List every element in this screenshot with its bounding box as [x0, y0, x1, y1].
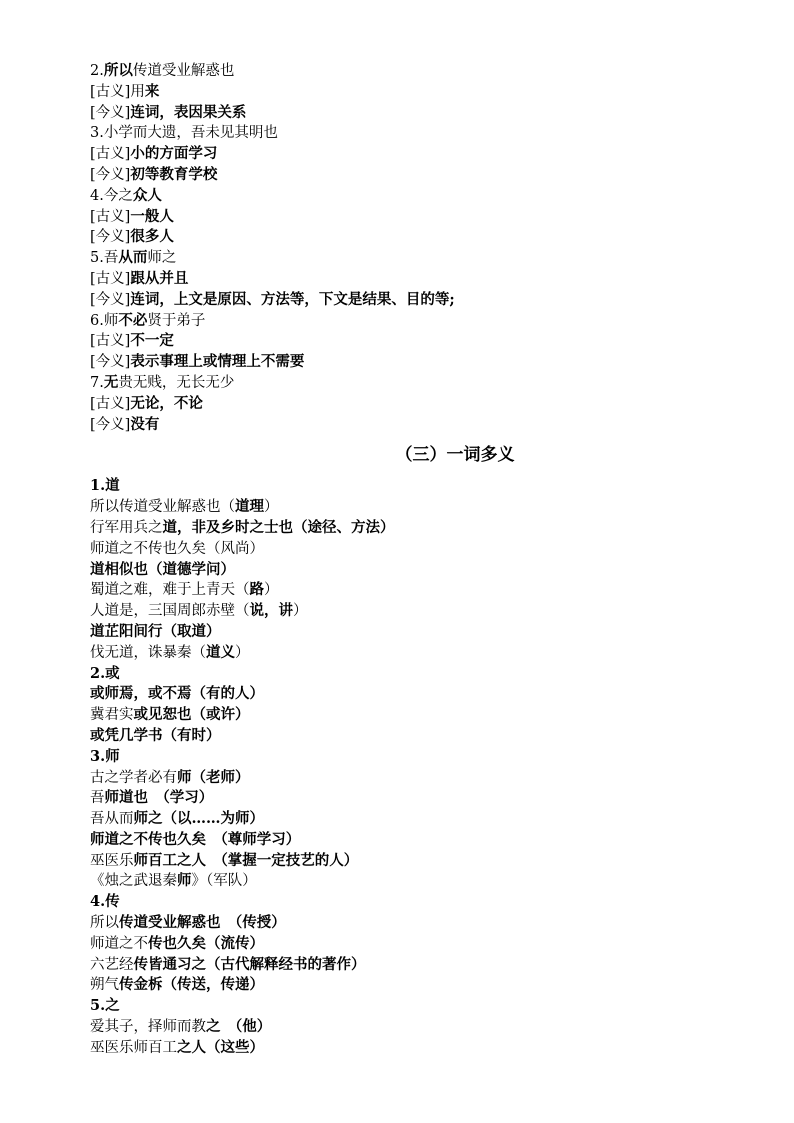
sentence-gloss: ） [235, 644, 250, 661]
sentence-gloss: 金柝（传送，传递） [133, 976, 264, 994]
example-sentence [90, 518, 710, 539]
sentence-keyword: 之 [206, 1018, 221, 1036]
sentence-text: 《烛之武退秦 [90, 873, 177, 890]
sentence-keyword: 道 [162, 518, 177, 536]
sentence-gloss: 》（军队） [191, 873, 257, 890]
meaning-line [90, 331, 710, 352]
line-keyword: 连词，表因果关系 [130, 103, 247, 121]
sentence-keyword: 传 [119, 914, 134, 932]
sentence-gloss: （老师） [191, 768, 250, 786]
sentence-text: 所以 [90, 915, 119, 932]
meaning-line [90, 373, 710, 394]
line-text: 师之 [147, 250, 177, 267]
line-text: [今义] [90, 354, 131, 371]
sentence-keyword: 传 [133, 955, 148, 973]
sentence-text: 巫医乐 [90, 852, 134, 869]
line-keyword: 一般人 [130, 207, 174, 225]
line-keyword: 不一定 [130, 332, 174, 350]
meaning-line [90, 227, 710, 248]
sentence-text: 冀君实 [90, 707, 134, 724]
sentence-keyword: 师 [104, 789, 119, 807]
sentence-gloss: ） [293, 603, 308, 620]
sentence-keyword: 传 [119, 976, 134, 994]
word-section-title: 1.道 [90, 477, 120, 495]
meaning-line [90, 415, 710, 436]
meaning-line [90, 186, 710, 207]
sentence-gloss: 皆通习之（古代解释经书的著作） [148, 955, 366, 973]
sentence-keyword: 道义 [206, 643, 235, 661]
line-text: 贤于弟子 [147, 312, 206, 329]
sentence-gloss: ） [264, 582, 279, 599]
line-text: [今义] [90, 104, 131, 121]
sentence-gloss: 道也 （学习） [119, 789, 214, 807]
sentence-keyword: 之 [177, 1038, 192, 1056]
meaning-line [90, 61, 710, 82]
line-text: [今义] [90, 416, 131, 433]
line-text: 3.小学而大遗，吾未见其明也 [90, 125, 278, 142]
meaning-line [90, 269, 710, 290]
word-section-title: 5.之 [90, 997, 120, 1015]
line-text: [今义] [90, 229, 131, 246]
meaning-line [90, 82, 710, 103]
sentence-keyword: 道理 [235, 498, 264, 516]
line-keyword: 众人 [132, 186, 162, 204]
sentence-keyword: 路 [249, 581, 264, 599]
line-text: [古义] [90, 270, 131, 287]
line-text: 4.今之 [90, 187, 133, 204]
example-sentence [90, 580, 710, 601]
meaning-line [90, 123, 710, 144]
meaning-line [90, 103, 710, 124]
line-keyword: 所以 [103, 62, 133, 79]
sentence-gloss: 人（这些） [191, 1038, 264, 1056]
meaning-line [90, 248, 710, 269]
sentence-keyword: 道 [90, 622, 105, 640]
example-sentence [90, 705, 710, 726]
word-section-title: 3.师 [90, 747, 120, 765]
line-text: 5.吾 [90, 250, 119, 267]
sentence-keyword: 或 [90, 726, 105, 744]
sentence-gloss: 师焉，或不焉（有的人） [104, 685, 264, 703]
example-sentence [90, 601, 710, 622]
line-keyword: 连词，上文是原因、方法等，下文是结果、目的等; [130, 290, 455, 308]
meaning-line [90, 394, 710, 415]
line-text: [古义] [90, 208, 131, 225]
line-text: [古义] [90, 395, 131, 412]
example-sentence [90, 560, 710, 581]
sentence-keyword: 师 [90, 830, 105, 848]
line-keyword: 从而 [118, 249, 148, 267]
meaning-line [90, 207, 710, 228]
sentence-keyword: 道相似也（道德学问） [90, 560, 235, 578]
example-sentence [90, 934, 710, 955]
meaning-line [90, 144, 710, 165]
example-sentence [90, 851, 710, 872]
sentence-gloss: 也久矣（流传） [162, 934, 264, 952]
document-page [90, 61, 710, 1059]
line-text: [今义] [90, 166, 131, 183]
polysemy-sections [90, 476, 710, 1058]
sentence-keyword: 说，讲 [249, 602, 293, 620]
example-sentence [90, 1017, 710, 1038]
word-section-title: 2.或 [90, 664, 120, 682]
sentence-text: 爱其子，择师而教 [90, 1019, 206, 1036]
example-sentence [90, 1038, 710, 1059]
sentence-keyword: 师 [177, 768, 192, 786]
sentence-gloss: 道受业解惑也 （传授） [133, 914, 286, 932]
line-text: 2. [90, 63, 104, 79]
sentence-text: 朔气 [90, 977, 119, 994]
line-keyword: 表示事理上或情理上不需要 [130, 353, 305, 371]
sentence-keyword: 师 [133, 810, 148, 828]
sentence-text: 巫医乐师百工 [90, 1039, 177, 1056]
sentence-gloss: 芷阳间行（取道） [104, 622, 221, 640]
example-sentence [90, 975, 710, 996]
sentence-text: 师道之不 [90, 935, 148, 952]
meaning-line [90, 290, 710, 311]
sentence-gloss: 之（以……为师） [148, 810, 264, 828]
example-sentence [90, 871, 710, 892]
line-text: 贵无贱，无长无少 [118, 374, 235, 391]
meaning-line [90, 311, 710, 332]
line-keyword: 很多人 [130, 228, 174, 246]
line-text: 7. [90, 374, 104, 391]
line-text: 6.师 [90, 312, 119, 329]
sentence-keyword: 或 [90, 685, 105, 703]
sentence-keyword: 师 [177, 872, 192, 890]
line-text: [古义] [90, 333, 131, 350]
line-keyword: 初等教育学校 [130, 165, 218, 183]
sentence-gloss: ，非及乡时之士也（途径、方法） [177, 518, 395, 536]
example-sentence [90, 497, 710, 518]
meaning-line [90, 352, 710, 373]
sentence-gloss: 百工之人 （掌握一定技艺的人） [148, 851, 359, 869]
sentence-gloss: 道之不传也久矣 （尊师学习） [104, 830, 301, 848]
sentence-text: 六艺经 [90, 956, 134, 973]
ancient-modern-meaning-list [90, 61, 710, 435]
example-sentence [90, 788, 710, 809]
sentence-text: 所以传道受业解惑也（ [90, 499, 235, 516]
example-sentence [90, 913, 710, 934]
sentence-text: 师道之不传也久矣（风尚） [90, 540, 264, 557]
line-keyword: 无论，不论 [130, 394, 203, 412]
line-keyword: 不必 [118, 311, 148, 329]
example-sentence [90, 539, 710, 560]
sentence-gloss: 凭几学书（有时） [104, 726, 221, 744]
line-keyword: 小的方面学习 [130, 145, 218, 163]
sentence-gloss: （他） [220, 1018, 272, 1036]
example-sentence [90, 643, 710, 664]
sentence-gloss: 见恕也（或许） [148, 706, 250, 724]
section-heading: （三）一词多义 [395, 445, 515, 466]
example-sentence [90, 830, 710, 851]
example-sentence [90, 726, 710, 747]
example-sentence [90, 955, 710, 976]
sentence-keyword: 传 [148, 934, 163, 952]
example-sentence [90, 622, 710, 643]
line-keyword: 无 [103, 373, 119, 391]
line-text: [今义] [90, 291, 131, 308]
line-text: [古义]用 [90, 83, 145, 100]
example-sentence [90, 768, 710, 789]
sentence-text: 人道是，三国周郎赤壁（ [90, 603, 250, 620]
sentence-text: 古之学者必有 [90, 769, 177, 786]
example-sentence [90, 684, 710, 705]
line-keyword: 没有 [130, 415, 160, 433]
line-text: 传道受业解惑也 [132, 63, 235, 79]
word-section-title: 4.传 [90, 893, 120, 911]
line-text: [古义] [90, 146, 131, 163]
meaning-line [90, 165, 710, 186]
sentence-text: 吾从而 [90, 811, 134, 828]
line-keyword: 跟从并且 [130, 269, 189, 287]
sentence-keyword: 或 [133, 706, 148, 724]
sentence-text: 蜀道之难，难于上青天（ [90, 582, 250, 599]
sentence-text: 行军用兵之 [90, 519, 163, 536]
sentence-keyword: 师 [133, 851, 148, 869]
example-sentence [90, 809, 710, 830]
line-keyword: 来 [144, 82, 160, 100]
sentence-text: 吾 [90, 790, 105, 807]
sentence-text: 伐无道，诛暴秦（ [90, 644, 206, 661]
sentence-gloss: ） [264, 499, 279, 516]
